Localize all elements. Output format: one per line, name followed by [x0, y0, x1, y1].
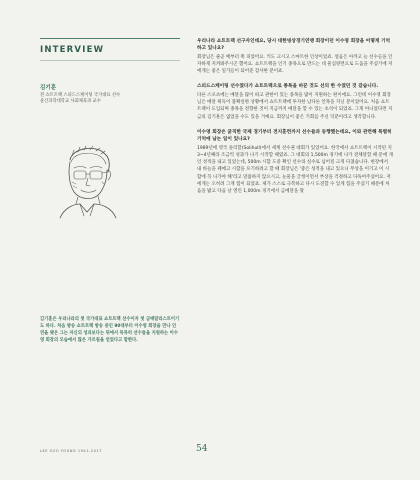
person-role: 전 쇼트트랙 스피드스케이팅 국가대표 선수 울산과학대학교 사회체육과 교수: [40, 93, 121, 105]
question-3: 이수영 회장은 굵직한 국제 경기부터 전지훈련까지 선수들과 동행했는데요, 이와 관련해 특별히 기억에 남는 일이 있나요?: [197, 129, 392, 143]
section-label: INTERVIEW: [40, 45, 105, 55]
page-number: 54: [196, 444, 208, 454]
sidebar-column: [40, 38, 180, 438]
question-1: 우리나라 쇼트트랙 선구자인데요, 당시 대한빙상경기연맹 회장이던 이수영 회장을 어떻게 기억하고 있나요?: [197, 39, 391, 52]
person-caption: 김기훈은 우리나라의 첫 국가대표 쇼트트랙 선수이자 첫 금메달리스트이기도 하다. 처음 방송 쇼트트랙 방송 중인 90대부터 이수영 회장을 만나 인연을 맺은 그는 자신의 성과보다는 뒤에서 묵묵히 선수들을 지원하는 이수영 회장의 모습에서 많은 가르침을 얻었다고 말한다.: [40, 317, 180, 343]
top-rule: [40, 38, 180, 39]
portrait-sketch: [50, 138, 124, 220]
running-title: LEE SOO YOUNG 1941-2017: [40, 449, 102, 453]
interview-body: [197, 38, 393, 204]
question-2: 스피드스케이팅 선수였다가 쇼트트랙으로 종목을 바꾼 것도 선의 한 수였던 것 같습니다.: [197, 84, 379, 90]
person-name: 김기훈: [40, 85, 57, 91]
answer-1: 회장님은 줄곧 배부터 쭉 피었어요. 키도 크시고 스마트한 인상이었죠. 얼음은 아까고 늘 선수들을 인자하게 지켜봐주시곤 했어요. 쇼트트랙을 인기 종목으로 만드는 데 물심양면으로 도움을 주셨기에 저에게는 좋은 일가들이 되어준 감사한 분이죠.: [197, 54, 393, 75]
answer-2: 다른 스포츠에는 메달을 많이 따고 관한이 있는 종목을 많이 지원하는 편이에요. 그런데 이수영 회장님은 메달 획득이 불확실한 상황에서 쇼트트랙에 투자한 남다른 안목을 지닌 분이었어요. 처음 쇼트트랙이 도입되며 종목을 전향한 것이 지금까지 메달을 할 수 있는 초석이 되었죠. 그게 아니었다면 지금의 김기훈은 없었을 수도 있을 거예요. 회장님이 좋은 기회를 주신 덕분이라고 생각합니다.: [197, 92, 393, 120]
section-rule: [40, 60, 180, 61]
answer-3: 1989년에 영국 솔리할(Solihull)에서 세계 선수권 대회가 있었어요. 한국에서 쇼트트랙이 시작된 지 3~4년째라 조금씩 성과가 나기 시작할 때였죠. 그 대회의 1,500m 경기에 나가 전체달할 때 문에 개인 성적을 내고 있었는데, 500m 시합 도중 확인 선수의 실수로 넘어질 크게 다쳤습니다. 현장에서 내 바늘을 꿰매고 시합을 포기하려고 할 때 회장님은 '좋은 성적을 내고 있으니 무상을 이기고 이 시합에 꼭 나가야 해'라고 말씀하지 않으시고, 눈물을 글썽이면서 부상을 걱정하고 다독여주셨어요. 저에게는 오히려 그게 힘이 되었죠. 제가 스스로 극복하고 다시 도전할 수 있게 힘을 주셨기 때문에 처음을 밟고 다음 날 열린 1,000m 경기에서 금메달을 땄: [197, 145, 394, 195]
